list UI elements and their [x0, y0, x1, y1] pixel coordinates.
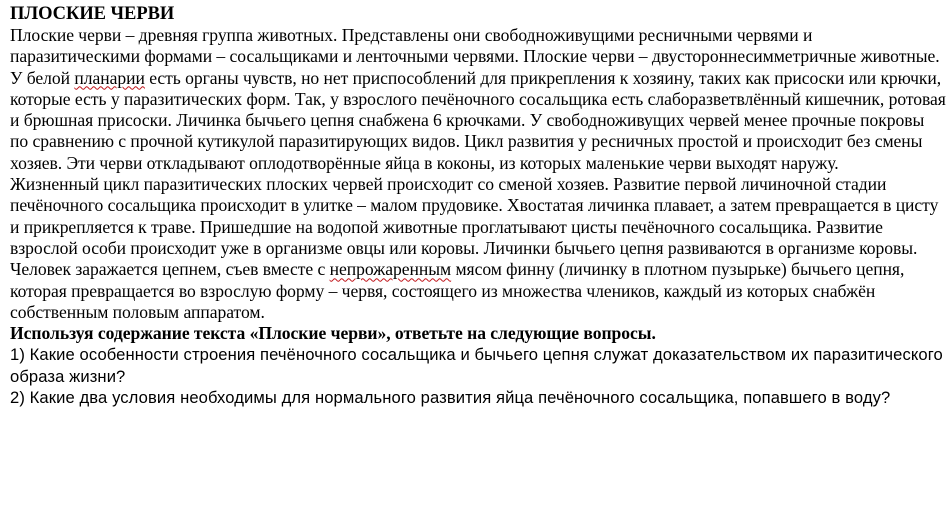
paragraph-planaria-text-2: есть органы чувств, но нет приспособлений для прикрепления к хозяину, таких как присоски или крючки, которые есть у паразитических форм. Так, у взрослого печёночного сосальщика есть слаборазветвлённый кишечник, ротовая и брюшная присоски. Личинка бычьего цепня снабжена 6 крючками. У свободноживущих червей менее прочные покровы по сравнению с прочной кутикулой паразитирующих видов. Цикл развития у ресничных простой и происходит без смены хозяев. Эти черви откладывают оплодотворённые яйца в коконы, из которых маленькие черви выходят наружу. [10, 67, 946, 173]
paragraph-life-cycle [10, 174, 946, 323]
document-page [10, 0, 946, 408]
question-2: 2) Какие два условия необходимы для нормального развития яйца печёночного сосальщика, попавшего в воду? [10, 388, 891, 408]
task-heading: Используя содержание текста «Плоские черви», ответьте на следующие вопросы. [10, 323, 656, 344]
paragraph-intro: Плоские черви – древняя группа животных. Представлены они свободноживущими ресничными червями и паразитическими формами – сосальщиками и ленточными червями. Плоские черви – двустороннесимметричные животные. [10, 25, 940, 67]
paragraph-planaria [10, 68, 946, 174]
document-title: ПЛОСКИЕ ЧЕРВИ [10, 4, 175, 24]
spellcheck-word-planaria[interactable]: планарии [74, 67, 145, 88]
paragraph-planaria-text-1: У белой [10, 67, 75, 88]
question-1: 1) Какие особенности строения печёночного сосальщика и бычьего цепня служат доказательством их паразитического образа жизни? [10, 345, 943, 386]
paragraph-life-cycle-text-2: мясом финну (личинку в плотном пузырьке) бычьего цепня, которая превращается во взрослую форму – червя, состоящего из множества члеников, каждый из которых снабжён собственным половым аппаратом. [10, 259, 905, 322]
paragraph-life-cycle-text-1: Жизненный цикл паразитических плоских червей происходит со сменой хозяев. Развитие первой личиночной стадии печёночного сосальщика происходит в улитке – малом прудовике. Хвостатая личинка плавает, а затем превращается в цисту и прикрепляется к траве. Пришедшие на водопой животные проглатывают цисты печёночного сосальщика. Развитие взрослой особи происходит уже в организме овцы или коровы. Личинки бычьего цепня развиваются в организме коровы. Человек заражается цепнем, съев вместе с [10, 174, 939, 280]
spellcheck-word-undercooked[interactable]: непрожаренным [329, 259, 452, 280]
